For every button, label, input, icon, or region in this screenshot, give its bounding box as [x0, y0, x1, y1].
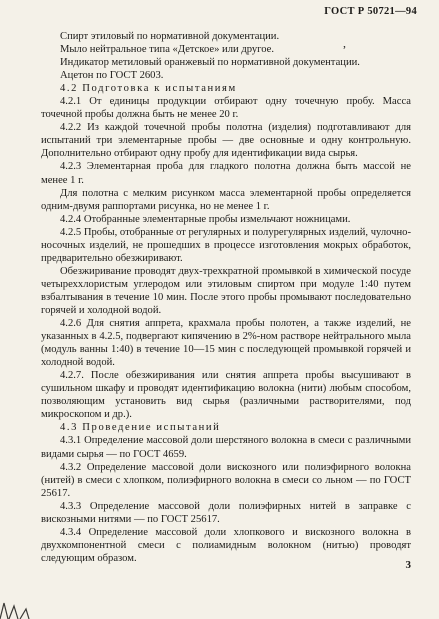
paragraph: Индикатор метиловый оранжевый по нормативной документации. [60, 57, 360, 69]
paragraph: 4.2.6 Для снятия аппрета, крахмала пробы полотен, а также изделий, не указанных в 4.2.5, подвергают кипячению в 2%-ном растворе нейтрального мыла (модуль ванны 1:40) в течение 10—15 мин с последующей промывкой горячей и холодной водой. [41, 318, 411, 369]
paragraph: 4.2.1 От единицы продукции отбирают одну точечную пробу. Масса точечной пробы должна быть не менее 20 г. [41, 96, 411, 121]
paragraph: 4.2.3 Элементарная проба для гладкого полотна должна быть массой не менее 1 г. [41, 161, 411, 186]
section-heading: 4.2 Подготовка к испытаниям [60, 83, 237, 95]
pen-mark: , [343, 36, 346, 50]
paragraph: 4.3.4 Определение массовой доли хлопкового и вискозного волокна в двухкомпонентной смеси с полиамидным волокном (нитью) проводят следующим образом. [41, 526, 411, 564]
paragraph: 4.3.2 Определение массовой доли вискозного или полиэфирного волокна (нитей) в смеси с хлопком, полиэфирного волокна в смеси со льном — по ГОСТ 25617. [41, 461, 411, 499]
page-number: 3 [405, 559, 411, 571]
section-heading: 4.3 Проведение испытаний [60, 422, 221, 434]
paragraph: Обезжиривание проводят двух-трехкратной промывкой в химической посуде четыреххлористым углеродом или этиловым спиртом при модуле 1:40 путем взбалтывания в течение 10 мин. После этого пробы промывают последовательно горячей и холодной водой. [41, 265, 411, 316]
paragraph: 4.2.4 Отобранные элементарные пробы измельчают ножницами. [60, 213, 351, 225]
paragraph: 4.3.1 Определение массовой доли шерстяного волокна в смеси с различными видами сырья — по ГОСТ 4659. [41, 435, 411, 460]
scan-artifact [0, 597, 60, 619]
paragraph: Мыло нейтральное типа «Детское» или другое. [60, 44, 275, 56]
paragraph: 4.2.2 Из каждой точечной пробы полотна (изделия) подготавливают для испытаний три элементарные пробы — две основные и одну контрольную. Дополнительно отбирают одну пробу для идентификации вида сырья. [41, 122, 411, 160]
standard-header: ГОСТ Р 50721—94 [324, 6, 417, 17]
paragraph: Ацетон по ГОСТ 2603. [60, 70, 164, 82]
paragraph: Для полотна с мелким рисунком масса элементарной пробы определяется одним-двумя раппортами рисунка, но не менее 1 г. [41, 187, 411, 212]
body-text [41, 30, 411, 565]
paragraph: 4.2.5 Пробы, отобранные от регулярных и полурегулярных изделий, чулочно-носочных изделий, не прошедших в процессе изготовления мокрых обработок, предварительно обезжиривают. [41, 226, 411, 264]
paragraph: 4.3.3 Определение массовой доли полиэфирных нитей в заправке с вискозными нитями — по ГОСТ 25617. [41, 500, 411, 525]
paragraph: Спирт этиловый по нормативной документации. [60, 31, 280, 42]
paragraph: 4.2.7. После обезжиривания или снятия аппрета пробы высушивают в сушильном шкафу и проводят идентификацию волокна (нити) любым способом, позволяющим установить вид сырья (различными растворителями, под микроскопом и др.). [41, 370, 411, 421]
